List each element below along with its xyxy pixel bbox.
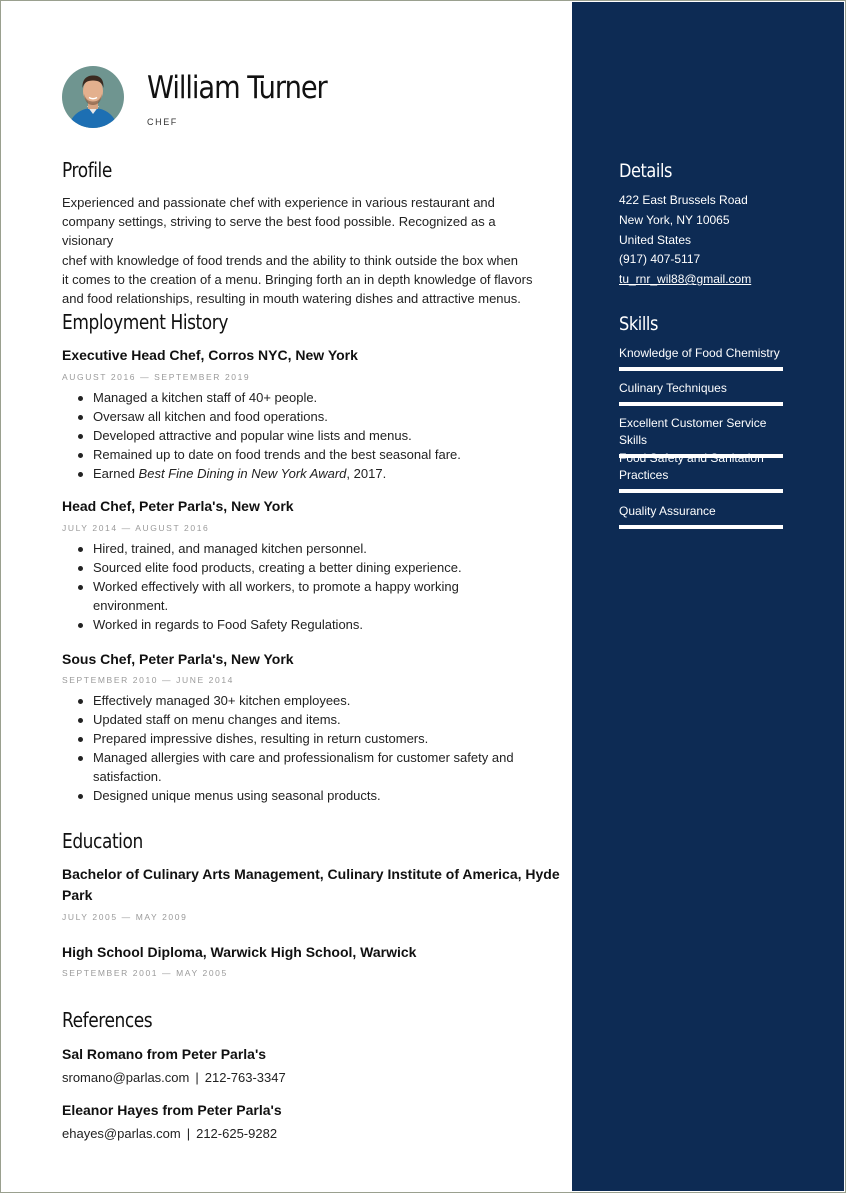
- job-title: CHEF: [147, 117, 178, 127]
- list-item-text: , 2017.: [346, 465, 387, 481]
- skill-item: [619, 503, 783, 529]
- profile-line: company settings, striving to serve the best food possible. Recognized as a visionary: [62, 214, 496, 249]
- job-bullets: [62, 540, 462, 635]
- separator: |: [186, 1126, 191, 1141]
- phone-number: (917) 407-5117: [619, 252, 701, 266]
- profile-summary: [62, 193, 537, 308]
- reference-name: Sal Romano from Peter Parla's: [62, 1046, 267, 1062]
- list-item-continuation: satisfaction.: [93, 768, 162, 784]
- list-item: Updated staff on menu changes and items.: [93, 711, 514, 730]
- list-item: Prepared impressive dishes, resulting in return customers.: [93, 730, 514, 749]
- city-line: New York, NY 10065: [619, 213, 730, 227]
- job-entry-title: Executive Head Chef, Corros NYC, New York: [62, 347, 358, 363]
- job-entry-dates: SEPTEMBER 2010 — JUNE 2014: [62, 675, 234, 685]
- sidebar: [572, 2, 844, 1191]
- reference-contact: [62, 1070, 286, 1085]
- skill-label-cont: Practices: [619, 468, 669, 482]
- candidate-name: William Turner: [147, 70, 327, 106]
- job-bullets: [62, 692, 514, 805]
- reference-name: Eleanor Hayes from Peter Parla's: [62, 1102, 282, 1118]
- job-entry-dates: JULY 2014 — AUGUST 2016: [62, 523, 210, 533]
- list-item: Worked effectively with all workers, to promote a happy working: [93, 578, 462, 597]
- list-item: Worked in regards to Food Safety Regulations.: [93, 616, 462, 635]
- avatar-photo-icon: [62, 66, 124, 128]
- list-item: Effectively managed 30+ kitchen employees.: [93, 692, 514, 711]
- profile-line: and food relationships, resulting in mouth watering dishes and attractive menus.: [62, 291, 521, 307]
- skill-item: [619, 380, 783, 406]
- reference-email[interactable]: ehayes@parlas.com: [62, 1126, 181, 1141]
- skills-heading: Skills: [619, 313, 658, 335]
- skill-label: Culinary Techniques: [619, 381, 727, 395]
- job-bullets: [62, 389, 461, 484]
- education-heading: Education: [62, 829, 143, 853]
- skill-level-bar: [619, 367, 783, 371]
- skill-item: [619, 345, 783, 371]
- list-item-continuation: environment.: [93, 597, 169, 613]
- skill-level-bar: [619, 525, 783, 529]
- skill-label: Excellent Customer Service Skills: [619, 416, 767, 447]
- job-entry-title: Head Chef, Peter Parla's, New York: [62, 498, 294, 514]
- education-entry-title: Bachelor of Culinary Arts Management, Culinary Institute of America, Hyde: [62, 866, 560, 882]
- profile-line: chef with knowledge of food trends and the ability to think outside the box when: [62, 252, 519, 268]
- list-item: Sourced elite food products, creating a better dining experience.: [93, 559, 462, 578]
- address-line: 422 East Brussels Road: [619, 193, 748, 207]
- skill-label: Quality Assurance: [619, 504, 716, 518]
- education-entry-dates: JULY 2005 — MAY 2009: [62, 912, 188, 922]
- reference-phone: 212-625-9282: [196, 1126, 278, 1141]
- details-heading: Details: [619, 160, 673, 182]
- profile-heading: Profile: [62, 158, 112, 182]
- country-line: United States: [619, 233, 692, 247]
- list-item: [93, 465, 461, 484]
- job-entry-title: Sous Chef, Peter Parla's, New York: [62, 651, 294, 667]
- skill-label: Knowledge of Food Chemistry: [619, 346, 780, 360]
- list-item: Oversaw all kitchen and food operations.: [93, 408, 461, 427]
- list-item: Hired, trained, and managed kitchen personnel.: [93, 540, 462, 559]
- list-item: Remained up to date on food trends and the best seasonal fare.: [93, 446, 461, 465]
- reference-email[interactable]: sromano@parlas.com: [62, 1070, 190, 1085]
- profile-line: Experienced and passionate chef with experience in various restaurant and: [62, 195, 495, 210]
- education-entry-title-cont: Park: [62, 887, 93, 903]
- avatar: [62, 66, 124, 128]
- list-item: Managed allergies with care and professionalism for customer safety and: [93, 749, 514, 768]
- skill-level-bar: [619, 402, 783, 406]
- list-item: Managed a kitchen staff of 40+ people.: [93, 389, 461, 408]
- reference-phone: 212-763-3347: [204, 1070, 286, 1085]
- award-name: Best Fine Dining in New York Award: [138, 465, 347, 481]
- profile-line: it comes to the creation of a menu. Bringing forth an in depth knowledge of flavors: [62, 271, 533, 287]
- list-item: Developed attractive and popular wine lists and menus.: [93, 427, 461, 446]
- skill-item: [619, 450, 783, 493]
- references-heading: References: [62, 1008, 153, 1032]
- email-link[interactable]: tu_rnr_wil88@gmail.com: [619, 272, 752, 286]
- reference-contact: [62, 1126, 277, 1141]
- education-entry-title: High School Diploma, Warwick High School, Warwick: [62, 944, 417, 960]
- separator: |: [195, 1070, 199, 1085]
- employment-heading: Employment History: [62, 310, 228, 334]
- education-entry-dates: SEPTEMBER 2001 — MAY 2005: [62, 968, 228, 978]
- job-entry-dates: AUGUST 2016 — SEPTEMBER 2019: [62, 372, 251, 382]
- list-item: Designed unique menus using seasonal products.: [93, 787, 514, 806]
- skill-level-bar: [619, 489, 783, 493]
- skill-label: Food Safety and Sanitation: [619, 451, 764, 465]
- list-item-text: Earned: [93, 465, 139, 481]
